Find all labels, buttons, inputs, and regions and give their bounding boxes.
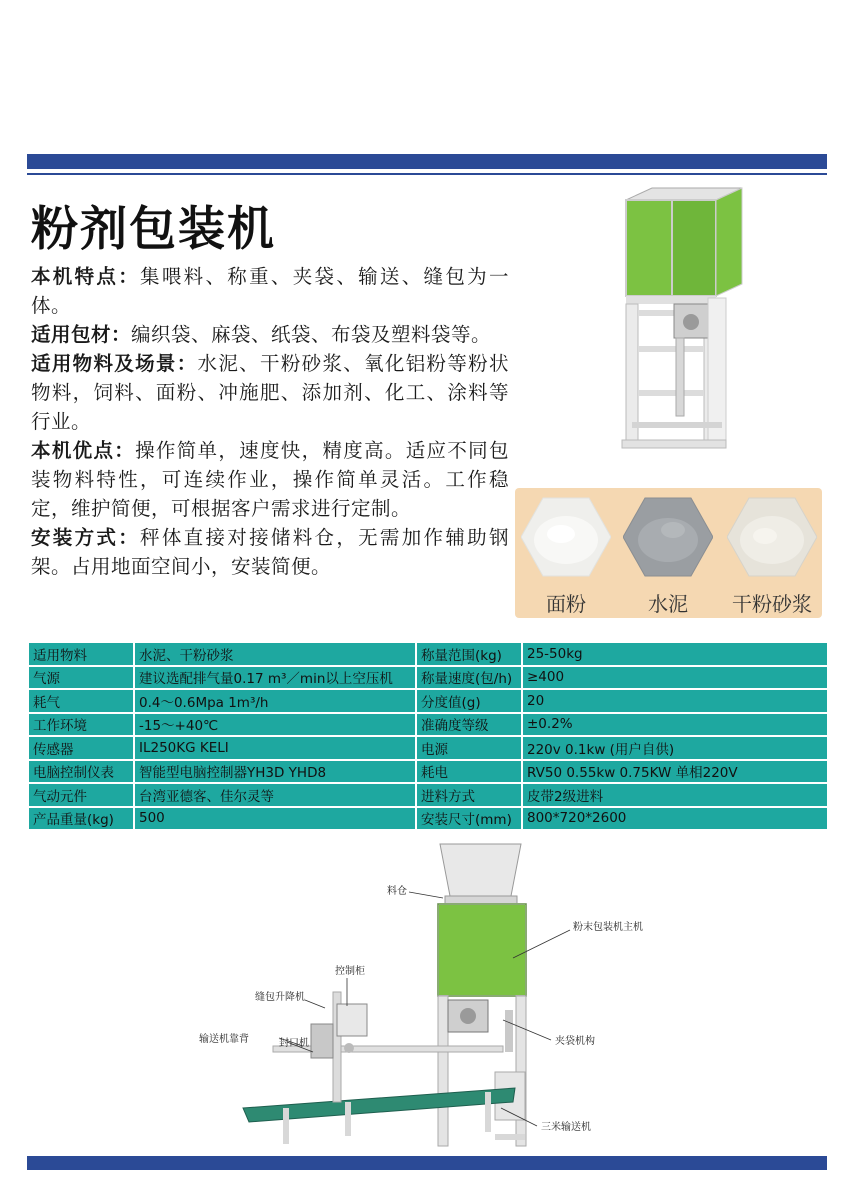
spec-value: 800*720*2600	[522, 807, 828, 831]
spec-key: 产品重量(kg)	[28, 807, 134, 831]
table-row	[28, 666, 828, 690]
spec-key: 准确度等级	[416, 713, 522, 737]
hopper-shape	[440, 844, 521, 896]
spec-key: 气动元件	[28, 783, 134, 807]
feature-text: 操作简单，速度快，精度高。适应不同包装物料特性，可连续作业，操作简单灵活。工作稳定，维护简便，可根据客户需求进行定制。	[31, 439, 509, 520]
material-label: 面粉	[546, 592, 586, 616]
feature-label: 适用物料及场景：	[31, 352, 198, 375]
spec-value: 智能型电脑控制器YH3D YHD8	[134, 760, 416, 784]
spec-value: 500	[134, 807, 416, 831]
flour-sample-image	[521, 496, 611, 578]
spec-key: 电源	[416, 736, 522, 760]
label-conveyor: 三米输送机	[541, 1122, 591, 1133]
feature-item	[31, 320, 509, 349]
spec-value: 0.4～0.6Mpa 1m³/h	[134, 689, 416, 713]
spec-key: 称量速度(包/h)	[416, 666, 522, 690]
feature-item	[31, 436, 509, 523]
spec-key: 耗气	[28, 689, 134, 713]
machine-diagram	[195, 840, 655, 1150]
dry-mortar-sample-image	[727, 496, 817, 578]
main-machine-shape	[438, 904, 526, 996]
feature-label: 本机特点：	[31, 265, 141, 288]
feature-label: 安装方式：	[31, 526, 141, 549]
spec-value: ±0.2%	[522, 713, 828, 737]
spec-key: 适用物料	[28, 642, 134, 666]
page-title: 粉剂包装机	[31, 202, 276, 257]
feature-item	[31, 262, 509, 320]
table-row	[28, 760, 828, 784]
spec-value: 台湾亚德客、佳尔灵等	[134, 783, 416, 807]
material-cement	[623, 496, 713, 617]
spec-key: 电脑控制仪表	[28, 760, 134, 784]
spec-value: 220v 0.1kw (用户自供)	[522, 736, 828, 760]
spec-value: -15～+40℃	[134, 713, 416, 737]
spec-key: 安装尺寸(mm)	[416, 807, 522, 831]
spec-value: 建议选配排气量0.17 m³／min以上空压机	[134, 666, 416, 690]
material-label: 水泥	[648, 592, 688, 616]
material-dry-mortar	[727, 496, 817, 617]
bottom-band	[27, 1156, 827, 1170]
table-row	[28, 783, 828, 807]
table-row	[28, 642, 828, 666]
spec-value: RV50 0.55kw 0.75KW 单相220V	[522, 760, 828, 784]
feature-list	[31, 262, 509, 581]
feature-text: 集喂料、称重、夹袋、输送、缝包为一体。	[31, 265, 509, 317]
spec-table	[27, 641, 829, 831]
label-main-machine: 粉末包装机主机	[573, 922, 643, 933]
control-cabinet-shape	[337, 1004, 367, 1036]
table-row	[28, 807, 828, 831]
feature-label: 适用包材：	[31, 323, 132, 346]
feature-text: 秤体直接对接储料仓，无需加作辅助钢架。占用地面空间小，安装简便。	[31, 526, 509, 578]
spec-key: 分度值(g)	[416, 689, 522, 713]
feature-text: 水泥、干粉砂浆、氧化铝粉等粉状物料，饲料、面粉、冲施肥、添加剂、化工、涂料等行业。	[31, 352, 509, 433]
feature-text: 编织袋、麻袋、纸袋、布袋及塑料袋等。	[131, 323, 492, 346]
spec-key: 称量范围(kg)	[416, 642, 522, 666]
material-flour	[521, 496, 611, 617]
table-row	[28, 736, 828, 760]
cement-sample-image	[623, 496, 713, 578]
machine-photo	[612, 186, 744, 462]
top-band-line	[27, 173, 827, 175]
spec-value: ≥400	[522, 666, 828, 690]
table-row	[28, 689, 828, 713]
spec-key: 气源	[28, 666, 134, 690]
spec-value: 25-50kg	[522, 642, 828, 666]
label-control-cabinet: 控制柜	[335, 966, 365, 977]
top-band	[27, 154, 827, 178]
spec-key: 传感器	[28, 736, 134, 760]
feature-item	[31, 523, 509, 581]
label-clamp: 夹袋机构	[555, 1036, 595, 1047]
spec-value: 皮带2级进料	[522, 783, 828, 807]
feature-item	[31, 349, 509, 436]
table-row	[28, 713, 828, 737]
material-samples-panel	[515, 488, 822, 618]
top-band-bar	[27, 154, 827, 169]
spec-key: 进料方式	[416, 783, 522, 807]
spec-value: 水泥、干粉砂浆	[134, 642, 416, 666]
material-label: 干粉砂浆	[732, 592, 812, 616]
sealer-shape	[311, 1024, 333, 1058]
spec-value: IL250KG KELI	[134, 736, 416, 760]
label-sewing-lift: 缝包升降机	[255, 992, 305, 1003]
spec-key: 工作环境	[28, 713, 134, 737]
spec-value: 20	[522, 689, 828, 713]
spec-key: 耗电	[416, 760, 522, 784]
feature-label: 本机优点：	[31, 439, 136, 462]
label-sealer: 封口机	[279, 1038, 309, 1049]
label-hopper: 料仓	[387, 886, 407, 897]
label-conveyor-back: 输送机靠背	[199, 1034, 249, 1045]
